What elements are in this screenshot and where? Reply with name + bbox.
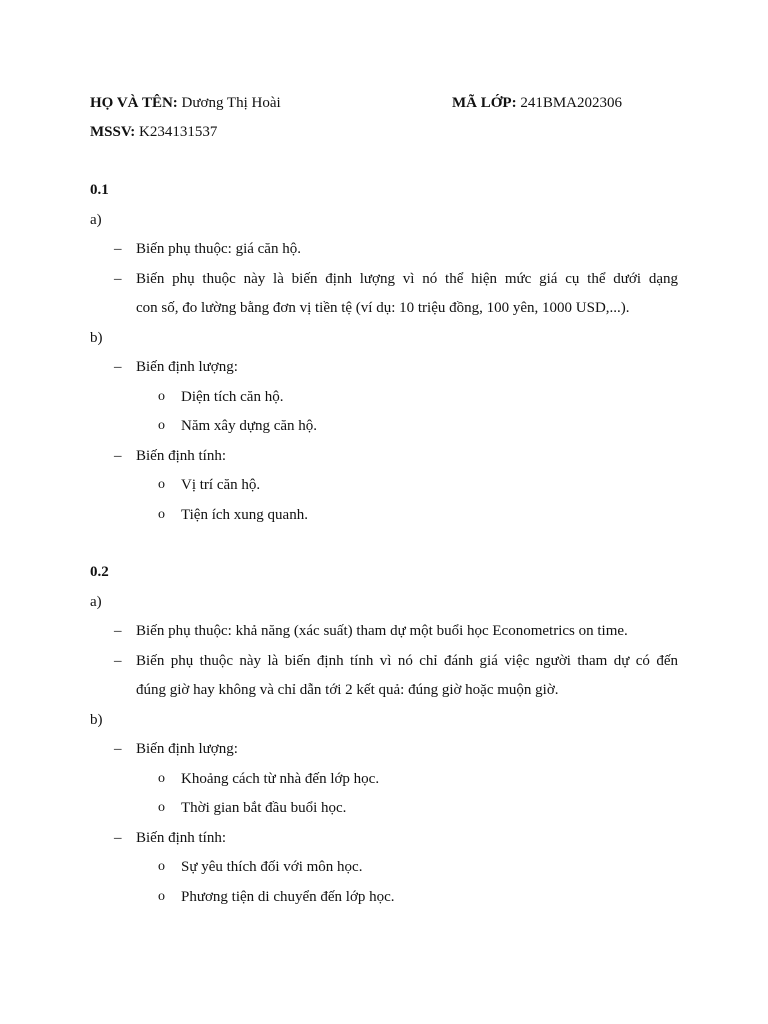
q1-quantitative-label: Biến định lượng:	[136, 359, 238, 375]
circle-bullet: o	[158, 771, 165, 786]
circle-bullet: o	[158, 800, 165, 815]
q2-quantitative-item: Khoảng cách từ nhà đến lớp học.	[181, 771, 380, 787]
dash-bullet: –	[114, 623, 122, 639]
q2-explanation-line-1: Biến phụ thuộc này là biến định tính vì nó chỉ đánh giá việc người tham dự có đến	[136, 653, 678, 669]
student-id-label: MSSV:	[90, 124, 136, 140]
q1-qualitative-item: Vị trí căn hộ.	[181, 477, 261, 493]
dash-bullet: –	[114, 359, 122, 375]
q1-qualitative-label: Biến định tính:	[136, 448, 226, 464]
q1-part-b-label: b)	[90, 330, 103, 346]
q2-dependent-variable: Biến phụ thuộc: khả năng (xác suất) tham dự một buổi học Econometrics on time.	[136, 623, 628, 639]
q1-part-a-label: a)	[90, 212, 102, 228]
dash-bullet: –	[114, 741, 122, 757]
q1-dependent-variable: Biến phụ thuộc: giá căn hộ.	[136, 241, 301, 257]
q2-explanation-line-2: đúng giờ hay không và chỉ dẫn tới 2 kết quả: đúng giờ hoặc muộn giờ.	[136, 682, 559, 698]
q1-qualitative-item: Tiện ích xung quanh.	[181, 507, 308, 523]
q1-explanation-line-1: Biến phụ thuộc này là biến định lượng vì nó thể hiện mức giá cụ thể dưới dạng	[136, 271, 678, 287]
q2-part-a-label: a)	[90, 594, 102, 610]
q2-qualitative-label: Biến định tính:	[136, 830, 226, 846]
dash-bullet: –	[114, 830, 122, 846]
dash-bullet: –	[114, 271, 122, 287]
class-value: 241BMA202306	[520, 95, 623, 111]
name-label: HỌ VÀ TÊN:	[90, 95, 178, 111]
circle-bullet: o	[158, 507, 165, 522]
dash-bullet: –	[114, 448, 122, 464]
q1-quantitative-item: Diện tích căn hộ.	[181, 389, 284, 405]
student-id-line	[90, 122, 217, 142]
q2-qualitative-item: Phương tiện di chuyển đến lớp học.	[181, 889, 395, 905]
dash-bullet: –	[114, 241, 122, 257]
name-value: Dương Thị Hoài	[181, 95, 281, 111]
q2-quantitative-item: Thời gian bắt đầu buổi học.	[181, 800, 347, 816]
question-1-title: 0.1	[90, 182, 109, 198]
circle-bullet: o	[158, 418, 165, 433]
class-label: MÃ LỚP:	[452, 95, 517, 111]
q2-part-b-label: b)	[90, 712, 103, 728]
question-2-title: 0.2	[90, 564, 109, 580]
q1-quantitative-item: Năm xây dựng căn hộ.	[181, 418, 318, 434]
student-name-line	[90, 93, 281, 113]
circle-bullet: o	[158, 389, 165, 404]
class-code-line	[452, 93, 622, 113]
q2-qualitative-item: Sự yêu thích đối với môn học.	[181, 859, 363, 875]
q2-quantitative-label: Biến định lượng:	[136, 741, 238, 757]
circle-bullet: o	[158, 889, 165, 904]
student-id-value: K234131537	[139, 124, 218, 140]
circle-bullet: o	[158, 859, 165, 874]
dash-bullet: –	[114, 653, 122, 669]
q1-explanation-line-2: con số, đo lường bằng đơn vị tiền tệ (ví dụ: 10 triệu đồng, 100 yên, 1000 USD,...).	[136, 300, 630, 316]
circle-bullet: o	[158, 477, 165, 492]
